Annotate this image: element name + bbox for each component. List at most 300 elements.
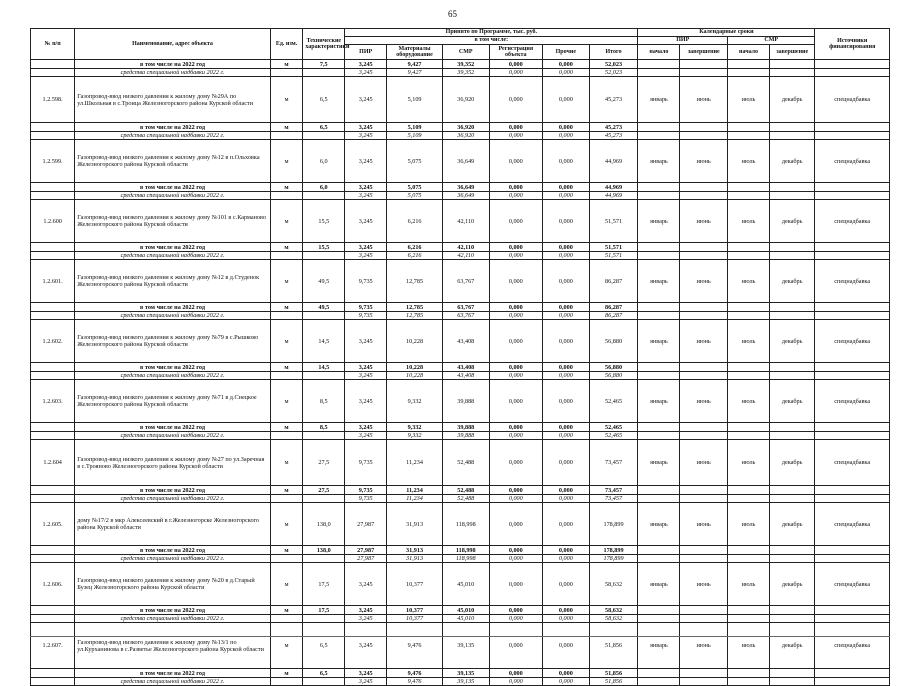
row-empty-cell bbox=[31, 192, 75, 200]
calendar-smr-end: декабрь bbox=[769, 77, 814, 123]
row-materials: 10,377 bbox=[387, 615, 443, 623]
table-row-special bbox=[31, 495, 890, 503]
calendar-smr-end: декабрь bbox=[769, 563, 814, 606]
program-table bbox=[30, 28, 890, 686]
row-tech: 17,5 bbox=[303, 606, 345, 615]
row-other: 0,000 bbox=[543, 243, 590, 252]
object-number: 1.2.599. bbox=[31, 140, 75, 183]
row-empty-cell bbox=[638, 363, 680, 372]
row-empty-cell bbox=[31, 132, 75, 140]
header-source: Источники финансирования bbox=[815, 29, 890, 60]
row-materials: 11,234 bbox=[387, 486, 443, 495]
row-pir: 3,245 bbox=[345, 252, 387, 260]
table-row-object bbox=[31, 140, 890, 183]
row-smr: 63,767 bbox=[442, 312, 489, 320]
row-empty-cell bbox=[638, 495, 680, 503]
row-smr: 39,352 bbox=[442, 60, 489, 69]
object-smr: 118,998 bbox=[442, 503, 489, 546]
calendar-smr-end: декабрь bbox=[769, 503, 814, 546]
row-smr: 36,920 bbox=[442, 123, 489, 132]
row-label: средства специальной надбавки 2022 г. bbox=[75, 372, 271, 380]
row-empty-cell bbox=[815, 312, 890, 320]
object-materials: 11,234 bbox=[387, 440, 443, 486]
row-empty-cell bbox=[31, 678, 75, 686]
calendar-pir-end: июнь bbox=[680, 200, 728, 243]
row-pir: 9,735 bbox=[345, 312, 387, 320]
calendar-pir-start: январь bbox=[638, 77, 680, 123]
row-other: 0,000 bbox=[543, 192, 590, 200]
row-other: 0,000 bbox=[543, 312, 590, 320]
row-empty-cell bbox=[815, 183, 890, 192]
object-pir: 3,245 bbox=[345, 200, 387, 243]
row-unit: м bbox=[270, 243, 303, 252]
row-materials: 10,377 bbox=[387, 606, 443, 615]
object-other: 0,000 bbox=[543, 623, 590, 669]
row-empty-cell bbox=[769, 243, 814, 252]
row-pir: 9,735 bbox=[345, 486, 387, 495]
object-name: Газопровод-ввод низкого давления к жилому дому №12 в д.Студенок Железногорского района Курской области bbox=[75, 260, 271, 303]
object-registration: 0,000 bbox=[489, 140, 543, 183]
object-total: 52,465 bbox=[589, 380, 638, 423]
row-unit bbox=[270, 252, 303, 260]
row-empty-cell bbox=[31, 546, 75, 555]
object-registration: 0,000 bbox=[489, 380, 543, 423]
row-label: в том числе на 2022 год bbox=[75, 183, 271, 192]
row-materials: 5,109 bbox=[387, 132, 443, 140]
calendar-smr-end: декабрь bbox=[769, 320, 814, 363]
row-total: 52,023 bbox=[589, 60, 638, 69]
row-other: 0,000 bbox=[543, 615, 590, 623]
object-tech: 6,5 bbox=[303, 77, 345, 123]
row-empty-cell bbox=[680, 495, 728, 503]
row-pir: 27,987 bbox=[345, 546, 387, 555]
row-empty-cell bbox=[31, 432, 75, 440]
row-unit: м bbox=[270, 486, 303, 495]
row-label: в том числе на 2022 год bbox=[75, 60, 271, 69]
row-total: 58,632 bbox=[589, 615, 638, 623]
object-registration: 0,000 bbox=[489, 503, 543, 546]
row-empty-cell bbox=[769, 372, 814, 380]
table-row-2022-total bbox=[31, 243, 890, 252]
row-empty-cell bbox=[815, 252, 890, 260]
row-tech bbox=[303, 678, 345, 686]
object-number: 1.2.607. bbox=[31, 623, 75, 669]
row-empty-cell bbox=[680, 123, 728, 132]
row-empty-cell bbox=[769, 123, 814, 132]
row-materials: 10,228 bbox=[387, 372, 443, 380]
row-registration: 0,000 bbox=[489, 312, 543, 320]
row-registration: 0,000 bbox=[489, 372, 543, 380]
object-other: 0,000 bbox=[543, 320, 590, 363]
row-smr: 118,998 bbox=[442, 546, 489, 555]
object-tech: 17,5 bbox=[303, 563, 345, 606]
row-other: 0,000 bbox=[543, 555, 590, 563]
table-row-object bbox=[31, 260, 890, 303]
row-tech: 49,5 bbox=[303, 303, 345, 312]
calendar-pir-end: июнь bbox=[680, 440, 728, 486]
row-empty-cell bbox=[728, 192, 770, 200]
financing-source: спецнадбавка bbox=[815, 623, 890, 669]
object-smr: 45,010 bbox=[442, 563, 489, 606]
row-total: 178,899 bbox=[589, 546, 638, 555]
row-empty-cell bbox=[31, 615, 75, 623]
row-empty-cell bbox=[769, 678, 814, 686]
object-number: 1.2.606. bbox=[31, 563, 75, 606]
object-smr: 42,110 bbox=[442, 200, 489, 243]
calendar-pir-start: январь bbox=[638, 503, 680, 546]
financing-source: спецнадбавка bbox=[815, 77, 890, 123]
financing-source: спецнадбавка bbox=[815, 563, 890, 606]
object-other: 0,000 bbox=[543, 140, 590, 183]
row-empty-cell bbox=[680, 546, 728, 555]
header-smr: СМР bbox=[442, 45, 489, 60]
row-label: в том числе на 2022 год bbox=[75, 243, 271, 252]
row-tech: 6,5 bbox=[303, 123, 345, 132]
object-number: 1.2.605. bbox=[31, 503, 75, 546]
row-smr: 39,888 bbox=[442, 432, 489, 440]
row-tech bbox=[303, 615, 345, 623]
row-empty-cell bbox=[638, 669, 680, 678]
row-registration: 0,000 bbox=[489, 60, 543, 69]
calendar-pir-end: июнь bbox=[680, 623, 728, 669]
row-label: средства специальной надбавки 2022 г. bbox=[75, 132, 271, 140]
row-smr: 36,920 bbox=[442, 132, 489, 140]
object-number: 1.2.601. bbox=[31, 260, 75, 303]
header-other: Прочие bbox=[543, 45, 590, 60]
row-empty-cell bbox=[728, 606, 770, 615]
row-smr: 52,488 bbox=[442, 486, 489, 495]
header-pir-start: начало bbox=[638, 45, 680, 60]
calendar-smr-start: июль bbox=[728, 320, 770, 363]
object-total: 73,457 bbox=[589, 440, 638, 486]
object-smr: 39,135 bbox=[442, 623, 489, 669]
row-registration: 0,000 bbox=[489, 678, 543, 686]
row-registration: 0,000 bbox=[489, 303, 543, 312]
row-registration: 0,000 bbox=[489, 432, 543, 440]
object-materials: 12,785 bbox=[387, 260, 443, 303]
row-pir: 3,245 bbox=[345, 243, 387, 252]
row-other: 0,000 bbox=[543, 546, 590, 555]
row-label: средства специальной надбавки 2022 г. bbox=[75, 312, 271, 320]
object-name: Газопровод-ввод низкого давления к жилому дому №79 в с.Рышково Железногорского района Курской области bbox=[75, 320, 271, 363]
row-empty-cell bbox=[769, 132, 814, 140]
object-materials: 31,913 bbox=[387, 503, 443, 546]
table-row-object bbox=[31, 623, 890, 669]
row-other: 0,000 bbox=[543, 252, 590, 260]
row-empty-cell bbox=[728, 132, 770, 140]
table-row-2022-total bbox=[31, 669, 890, 678]
row-empty-cell bbox=[31, 243, 75, 252]
row-empty-cell bbox=[638, 423, 680, 432]
row-empty-cell bbox=[31, 312, 75, 320]
row-empty-cell bbox=[680, 132, 728, 140]
table-row-2022-total bbox=[31, 123, 890, 132]
calendar-smr-end: декабрь bbox=[769, 200, 814, 243]
row-tech: 15,5 bbox=[303, 243, 345, 252]
row-empty-cell bbox=[680, 303, 728, 312]
header-tech: Технические характеристики bbox=[303, 29, 345, 60]
row-tech bbox=[303, 192, 345, 200]
row-materials: 5,109 bbox=[387, 123, 443, 132]
row-empty-cell bbox=[815, 546, 890, 555]
row-empty-cell bbox=[728, 243, 770, 252]
row-registration: 0,000 bbox=[489, 486, 543, 495]
row-label: в том числе на 2022 год bbox=[75, 123, 271, 132]
row-registration: 0,000 bbox=[489, 192, 543, 200]
object-number: 1.2.600 bbox=[31, 200, 75, 243]
row-tech bbox=[303, 372, 345, 380]
object-unit: м bbox=[270, 503, 303, 546]
row-materials: 12,785 bbox=[387, 303, 443, 312]
calendar-pir-start: январь bbox=[638, 563, 680, 606]
row-smr: 36,649 bbox=[442, 192, 489, 200]
table-row-special bbox=[31, 312, 890, 320]
row-empty-cell bbox=[680, 192, 728, 200]
row-empty-cell bbox=[680, 183, 728, 192]
row-unit bbox=[270, 312, 303, 320]
row-tech bbox=[303, 312, 345, 320]
calendar-smr-end: декабрь bbox=[769, 440, 814, 486]
row-pir: 3,245 bbox=[345, 423, 387, 432]
row-label: в том числе на 2022 год bbox=[75, 423, 271, 432]
header-materials: Материалы оборудование bbox=[387, 45, 443, 60]
financing-source: спецнадбавка bbox=[815, 320, 890, 363]
row-total: 86,287 bbox=[589, 312, 638, 320]
object-other: 0,000 bbox=[543, 260, 590, 303]
row-empty-cell bbox=[728, 312, 770, 320]
row-total: 51,571 bbox=[589, 243, 638, 252]
calendar-smr-start: июль bbox=[728, 503, 770, 546]
object-tech: 6,0 bbox=[303, 140, 345, 183]
calendar-pir-start: январь bbox=[638, 200, 680, 243]
table-row-2022-total bbox=[31, 363, 890, 372]
row-pir: 3,245 bbox=[345, 372, 387, 380]
row-smr: 43,408 bbox=[442, 372, 489, 380]
row-smr: 42,110 bbox=[442, 243, 489, 252]
header-smr-end: завершение bbox=[769, 45, 814, 60]
object-total: 178,899 bbox=[589, 503, 638, 546]
row-tech: 14,5 bbox=[303, 363, 345, 372]
footer-line bbox=[30, 636, 890, 637]
row-pir: 3,245 bbox=[345, 69, 387, 77]
object-tech: 8,5 bbox=[303, 380, 345, 423]
row-unit: м bbox=[270, 363, 303, 372]
table-row-object bbox=[31, 320, 890, 363]
row-tech bbox=[303, 432, 345, 440]
object-name: Газопровод-ввод низкого давления к жилому дому №29А по ул.Школьная в с.Троица Железногорского района Курской области bbox=[75, 77, 271, 123]
object-registration: 0,000 bbox=[489, 440, 543, 486]
row-registration: 0,000 bbox=[489, 132, 543, 140]
object-registration: 0,000 bbox=[489, 563, 543, 606]
row-smr: 45,010 bbox=[442, 606, 489, 615]
object-smr: 36,920 bbox=[442, 77, 489, 123]
calendar-smr-start: июль bbox=[728, 623, 770, 669]
row-empty-cell bbox=[769, 312, 814, 320]
row-pir: 27,987 bbox=[345, 555, 387, 563]
row-empty-cell bbox=[638, 546, 680, 555]
row-registration: 0,000 bbox=[489, 546, 543, 555]
row-unit: м bbox=[270, 423, 303, 432]
financing-source: спецнадбавка bbox=[815, 380, 890, 423]
row-total: 51,571 bbox=[589, 252, 638, 260]
table-row-special bbox=[31, 555, 890, 563]
row-unit bbox=[270, 192, 303, 200]
row-empty-cell bbox=[769, 423, 814, 432]
object-tech: 15,5 bbox=[303, 200, 345, 243]
object-name: Газопровод-ввод низкого давления к жилому дому №101 в с.Карманово Железногорского района Курской области bbox=[75, 200, 271, 243]
object-name: Газопровод-ввод низкого давления к жилому дому №13/1 по ул.Курханинова в с.Разветье Железногорского района Курской области bbox=[75, 623, 271, 669]
object-unit: м bbox=[270, 260, 303, 303]
row-label: средства специальной надбавки 2022 г. bbox=[75, 192, 271, 200]
row-other: 0,000 bbox=[543, 423, 590, 432]
row-empty-cell bbox=[769, 606, 814, 615]
row-empty-cell bbox=[680, 606, 728, 615]
row-smr: 63,767 bbox=[442, 303, 489, 312]
row-smr: 39,352 bbox=[442, 69, 489, 77]
row-registration: 0,000 bbox=[489, 183, 543, 192]
object-smr: 36,649 bbox=[442, 140, 489, 183]
row-empty-cell bbox=[31, 123, 75, 132]
row-smr: 39,888 bbox=[442, 423, 489, 432]
table-row-2022-total bbox=[31, 60, 890, 69]
row-materials: 31,913 bbox=[387, 546, 443, 555]
row-label: средства специальной надбавки 2022 г. bbox=[75, 615, 271, 623]
row-empty-cell bbox=[769, 192, 814, 200]
table-row-2022-total bbox=[31, 423, 890, 432]
row-empty-cell bbox=[728, 678, 770, 686]
object-materials: 9,476 bbox=[387, 623, 443, 669]
row-total: 56,880 bbox=[589, 363, 638, 372]
table-row-2022-total bbox=[31, 486, 890, 495]
row-empty-cell bbox=[680, 486, 728, 495]
object-registration: 0,000 bbox=[489, 320, 543, 363]
header-smr-start: начало bbox=[728, 45, 770, 60]
row-other: 0,000 bbox=[543, 363, 590, 372]
row-empty-cell bbox=[769, 303, 814, 312]
row-empty-cell bbox=[815, 192, 890, 200]
row-empty-cell bbox=[815, 678, 890, 686]
row-materials: 9,476 bbox=[387, 669, 443, 678]
row-other: 0,000 bbox=[543, 606, 590, 615]
calendar-smr-end: декабрь bbox=[769, 260, 814, 303]
row-tech: 6,5 bbox=[303, 669, 345, 678]
table-row-object bbox=[31, 77, 890, 123]
row-label: средства специальной надбавки 2022 г. bbox=[75, 252, 271, 260]
row-empty-cell bbox=[769, 432, 814, 440]
calendar-smr-start: июль bbox=[728, 260, 770, 303]
row-empty-cell bbox=[815, 432, 890, 440]
row-total: 44,969 bbox=[589, 192, 638, 200]
object-total: 51,856 bbox=[589, 623, 638, 669]
object-pir: 3,245 bbox=[345, 320, 387, 363]
object-number: 1.2.604 bbox=[31, 440, 75, 486]
row-registration: 0,000 bbox=[489, 423, 543, 432]
object-name: дому №17/2 в мкр Алексеевский в г.Железногорске Железногорского района Курской области bbox=[75, 503, 271, 546]
row-empty-cell bbox=[728, 432, 770, 440]
row-empty-cell bbox=[638, 243, 680, 252]
row-unit: м bbox=[270, 60, 303, 69]
calendar-pir-start: январь bbox=[638, 320, 680, 363]
object-smr: 43,408 bbox=[442, 320, 489, 363]
row-empty-cell bbox=[769, 546, 814, 555]
row-pir: 3,245 bbox=[345, 432, 387, 440]
object-unit: м bbox=[270, 440, 303, 486]
object-tech: 138,0 bbox=[303, 503, 345, 546]
row-label: средства специальной надбавки 2022 г. bbox=[75, 678, 271, 686]
row-unit: м bbox=[270, 546, 303, 555]
object-unit: м bbox=[270, 320, 303, 363]
table-row-2022-total bbox=[31, 303, 890, 312]
table-row-special bbox=[31, 132, 890, 140]
object-materials: 5,109 bbox=[387, 77, 443, 123]
row-empty-cell bbox=[638, 123, 680, 132]
row-empty-cell bbox=[728, 423, 770, 432]
object-number: 1.2.603. bbox=[31, 380, 75, 423]
table-body bbox=[31, 60, 890, 686]
row-other: 0,000 bbox=[543, 495, 590, 503]
row-materials: 5,075 bbox=[387, 192, 443, 200]
object-number: 1.2.602. bbox=[31, 320, 75, 363]
row-tech bbox=[303, 555, 345, 563]
row-empty-cell bbox=[31, 495, 75, 503]
table-row-object bbox=[31, 563, 890, 606]
row-empty-cell bbox=[31, 252, 75, 260]
row-tech: 8,5 bbox=[303, 423, 345, 432]
row-empty-cell bbox=[680, 678, 728, 686]
row-empty-cell bbox=[31, 423, 75, 432]
row-empty-cell bbox=[815, 486, 890, 495]
table-row-2022-total bbox=[31, 546, 890, 555]
calendar-smr-start: июль bbox=[728, 380, 770, 423]
object-other: 0,000 bbox=[543, 503, 590, 546]
table-row-special bbox=[31, 432, 890, 440]
row-empty-cell bbox=[638, 486, 680, 495]
row-empty-cell bbox=[680, 669, 728, 678]
row-materials: 10,228 bbox=[387, 363, 443, 372]
row-empty-cell bbox=[31, 669, 75, 678]
header-name: Наименование, адрес объекта bbox=[75, 29, 271, 60]
row-empty-cell bbox=[769, 495, 814, 503]
row-empty-cell bbox=[815, 606, 890, 615]
table-row-special bbox=[31, 192, 890, 200]
row-tech: 138,0 bbox=[303, 546, 345, 555]
object-total: 58,632 bbox=[589, 563, 638, 606]
row-empty-cell bbox=[815, 132, 890, 140]
row-label: средства специальной надбавки 2022 г. bbox=[75, 69, 271, 77]
row-total: 45,273 bbox=[589, 132, 638, 140]
row-unit bbox=[270, 69, 303, 77]
object-registration: 0,000 bbox=[489, 623, 543, 669]
calendar-pir-start: январь bbox=[638, 623, 680, 669]
object-pir: 3,245 bbox=[345, 563, 387, 606]
row-unit bbox=[270, 495, 303, 503]
row-smr: 36,649 bbox=[442, 183, 489, 192]
row-unit bbox=[270, 615, 303, 623]
row-empty-cell bbox=[728, 546, 770, 555]
row-empty-cell bbox=[680, 423, 728, 432]
row-registration: 0,000 bbox=[489, 243, 543, 252]
row-empty-cell bbox=[728, 372, 770, 380]
row-empty-cell bbox=[728, 555, 770, 563]
row-tech: 6,0 bbox=[303, 183, 345, 192]
table-row-special bbox=[31, 678, 890, 686]
object-name: Газопровод-ввод низкого давления к жилому дому №20 в д.Старый Бузец Железногорского района Курской области bbox=[75, 563, 271, 606]
row-materials: 6,216 bbox=[387, 252, 443, 260]
header-pir: ПИР bbox=[345, 45, 387, 60]
row-total: 51,856 bbox=[589, 669, 638, 678]
row-empty-cell bbox=[680, 363, 728, 372]
object-name: Газопровод-ввод низкого давления к жилому дому №27 по ул.Заречная в с.Трояново Железногорского района Курской области bbox=[75, 440, 271, 486]
